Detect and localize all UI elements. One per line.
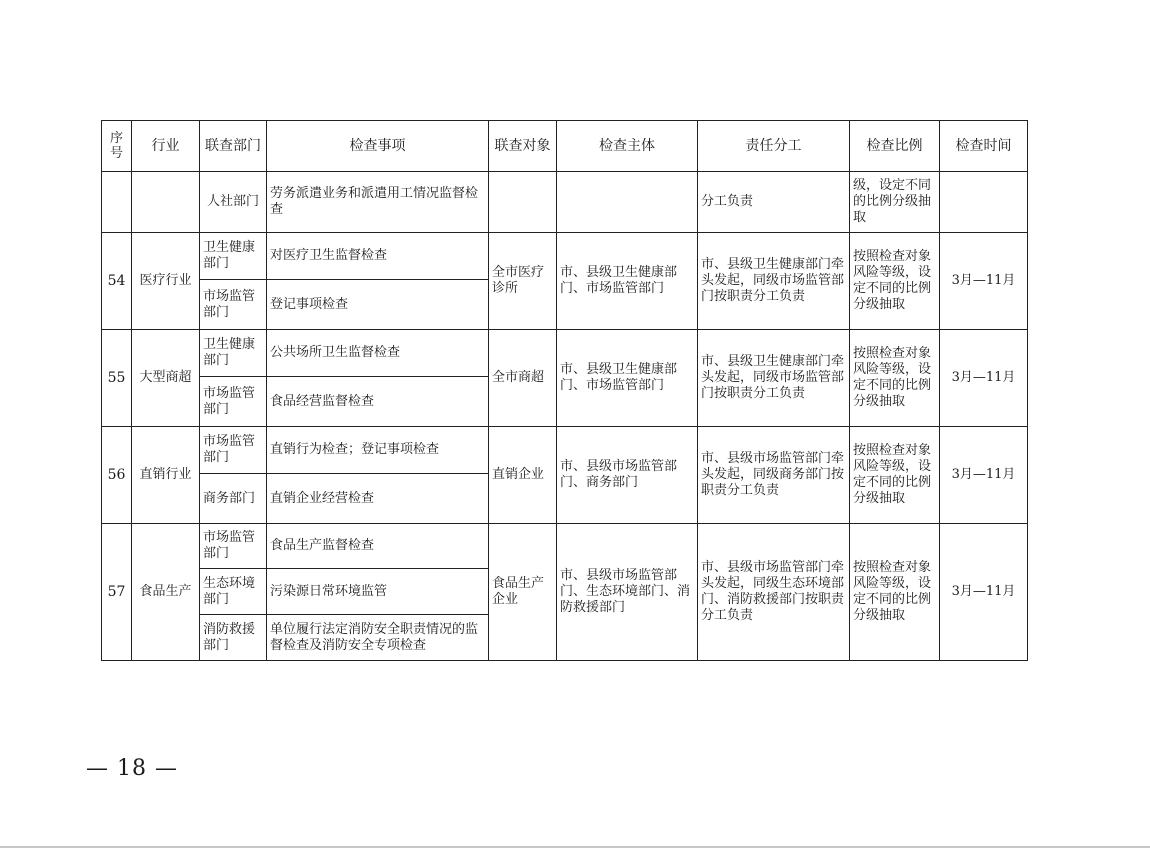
row-duty: 市、县级市场监管部门牵头发起，同级商务部门按职责分工负责 <box>698 427 850 524</box>
row-subject: 市、县级卫生健康部门、市场监管部门 <box>557 330 698 427</box>
cont-industry-cell <box>132 172 200 233</box>
row-item: 直销行为检查；登记事项检查 <box>267 427 489 474</box>
row-industry: 直销行业 <box>132 427 200 524</box>
header-duty: 责任分工 <box>698 121 850 172</box>
row-no: 55 <box>102 330 132 427</box>
row-no: 54 <box>102 233 132 330</box>
row-duty: 市、县级卫生健康部门牵头发起，同级市场监管部门按职责分工负责 <box>698 233 850 330</box>
row-no: 57 <box>102 524 132 661</box>
cont-time-cell <box>940 172 1028 233</box>
header-row <box>102 121 1028 172</box>
row-subject: 市、县级市场监管部门、生态环境部门、消防救援部门 <box>557 524 698 661</box>
row-duty: 市、县级卫生健康部门牵头发起，同级市场监管部门按职责分工负责 <box>698 330 850 427</box>
row-item: 单位履行法定消防安全职责情况的监督检查及消防安全专项检查 <box>267 615 489 661</box>
row-time: 3月—11月 <box>940 524 1028 661</box>
cont-target-cell <box>489 172 557 233</box>
header-dept: 联查部门 <box>200 121 267 172</box>
row-industry: 医疗行业 <box>132 233 200 330</box>
row-item: 食品经营监督检查 <box>267 377 489 427</box>
row-dept: 市场监管部门 <box>200 427 267 474</box>
row-subject: 市、县级卫生健康部门、市场监管部门 <box>557 233 698 330</box>
continuation-row <box>102 172 1028 233</box>
row-dept: 市场监管部门 <box>200 280 267 330</box>
row-dept: 卫生健康部门 <box>200 233 267 280</box>
cont-dept: 人社部门 <box>200 172 267 233</box>
header-subject: 检查主体 <box>557 121 698 172</box>
row-time: 3月—11月 <box>940 427 1028 524</box>
row-industry: 大型商超 <box>132 330 200 427</box>
header-item: 检查事项 <box>267 121 489 172</box>
row-ratio: 按照检查对象风险等级，设定不同的比例分级抽取 <box>850 233 940 330</box>
header-target: 联查对象 <box>489 121 557 172</box>
row-item: 污染源日常环境监管 <box>267 569 489 615</box>
row-time: 3月—11月 <box>940 233 1028 330</box>
row-item: 公共场所卫生监督检查 <box>267 330 489 377</box>
page-edge-divider <box>0 846 1150 848</box>
row-dept: 卫生健康部门 <box>200 330 267 377</box>
header-time: 检查时间 <box>940 121 1028 172</box>
cont-item: 劳务派遣业务和派遣用工情况监督检查 <box>267 172 489 233</box>
row-dept: 市场监管部门 <box>200 377 267 427</box>
inspection-table <box>101 120 1028 661</box>
table-row-57-a <box>102 524 1028 569</box>
header-no: 序号 <box>102 121 132 172</box>
row-duty: 市、县级市场监管部门牵头发起，同级生态环境部门、消防救援部门按职责分工负责 <box>698 524 850 661</box>
row-subject: 市、县级市场监管部门、商务部门 <box>557 427 698 524</box>
row-dept: 消防救援部门 <box>200 615 267 661</box>
row-dept: 生态环境部门 <box>200 569 267 615</box>
cont-duty: 分工负责 <box>698 172 850 233</box>
table-row-54-a <box>102 233 1028 280</box>
row-ratio: 按照检查对象风险等级，设定不同的比例分级抽取 <box>850 524 940 661</box>
row-time: 3月—11月 <box>940 330 1028 427</box>
row-dept: 商务部门 <box>200 474 267 524</box>
row-item: 登记事项检查 <box>267 280 489 330</box>
header-ratio: 检查比例 <box>850 121 940 172</box>
row-target: 全市商超 <box>489 330 557 427</box>
row-target: 直销企业 <box>489 427 557 524</box>
header-industry: 行业 <box>132 121 200 172</box>
table-row-56-a <box>102 427 1028 474</box>
row-target: 全市医疗诊所 <box>489 233 557 330</box>
row-dept: 市场监管部门 <box>200 524 267 569</box>
row-target: 食品生产企业 <box>489 524 557 661</box>
cont-subject-cell <box>557 172 698 233</box>
cont-ratio: 级，设定不同的比例分级抽取 <box>850 172 940 233</box>
page-number: — 18 — <box>86 756 178 781</box>
cont-no-cell <box>102 172 132 233</box>
row-industry: 食品生产 <box>132 524 200 661</box>
row-item: 直销企业经营检查 <box>267 474 489 524</box>
row-no: 56 <box>102 427 132 524</box>
table-row-55-a <box>102 330 1028 377</box>
row-item: 食品生产监督检查 <box>267 524 489 569</box>
row-ratio: 按照检查对象风险等级，设定不同的比例分级抽取 <box>850 427 940 524</box>
row-ratio: 按照检查对象风险等级，设定不同的比例分级抽取 <box>850 330 940 427</box>
row-item: 对医疗卫生监督检查 <box>267 233 489 280</box>
